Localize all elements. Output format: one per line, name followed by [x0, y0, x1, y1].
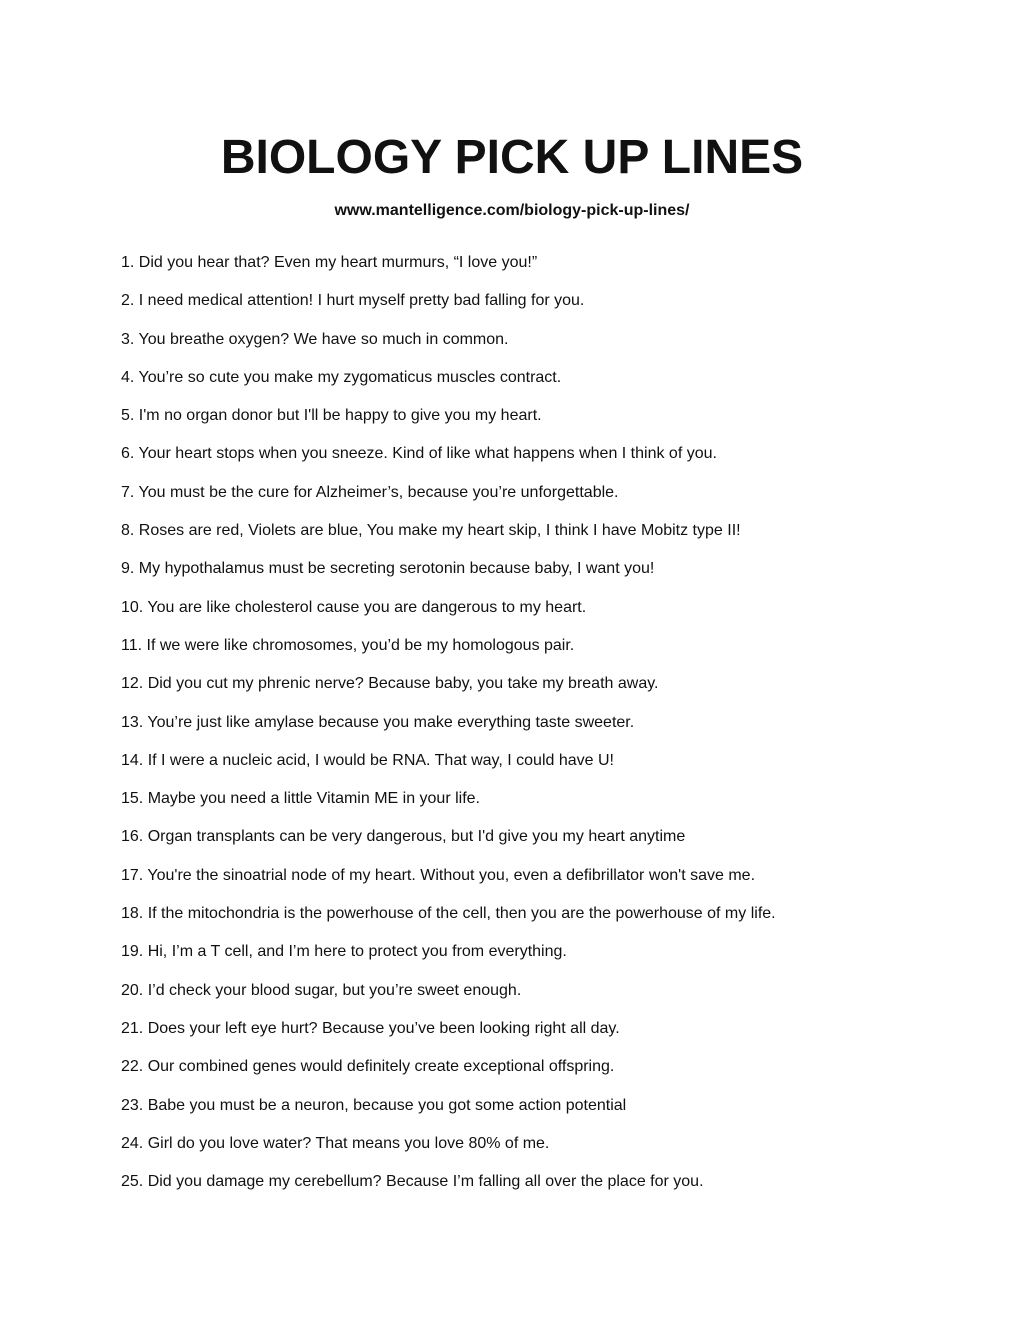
list-item: 5. I'm no organ donor but I'll be happy to give you my heart. [121, 407, 542, 425]
list-item: 20. I’d check your blood sugar, but you’re sweet enough. [121, 981, 522, 999]
list-item: 21. Does your left eye hurt? Because you’ve been looking right all day. [121, 1019, 620, 1037]
pick-up-lines-list [121, 252, 981, 1209]
list-item: 9. My hypothalamus must be secreting serotonin because baby, I want you! [121, 560, 655, 578]
list-item: 22. Our combined genes would definitely create exceptional offspring. [121, 1058, 615, 1076]
source-url: www.mantelligence.com/biology-pick-up-lines/ [334, 202, 690, 219]
list-item: 25. Did you damage my cerebellum? Because I’m falling all over the place for you. [121, 1173, 704, 1191]
list-item: 14. If I were a nucleic acid, I would be RNA. That way, I could have U! [121, 751, 614, 769]
list-item: 12. Did you cut my phrenic nerve? Because baby, you take my breath away. [121, 675, 659, 693]
list-item: 7. You must be the cure for Alzheimer’s, because you’re unforgettable. [121, 483, 619, 501]
page-title: BIOLOGY PICK UP LINES [220, 131, 804, 184]
list-item: 8. Roses are red, Violets are blue, You make my heart skip, I think I have Mobitz type II! [121, 522, 741, 540]
list-item: 10. You are like cholesterol cause you are dangerous to my heart. [121, 598, 587, 616]
list-item: 19. Hi, I’m a T cell, and I’m here to protect you from everything. [121, 943, 567, 961]
list-item: 11. If we were like chromosomes, you’d be my homologous pair. [121, 636, 575, 654]
list-item: 13. You’re just like amylase because you make everything taste sweeter. [121, 713, 635, 731]
list-item: 17. You're the sinoatrial node of my heart. Without you, even a defibrillator won't save me. [121, 866, 756, 884]
list-item: 4. You’re so cute you make my zygomaticus muscles contract. [121, 368, 562, 386]
list-item: 18. If the mitochondria is the powerhouse of the cell, then you are the powerhouse of my life. [121, 905, 776, 923]
list-item: 23. Babe you must be a neuron, because you got some action potential [121, 1096, 627, 1114]
list-item: 6. Your heart stops when you sneeze. Kind of like what happens when I think of you. [121, 445, 717, 463]
list-item: 2. I need medical attention! I hurt myself pretty bad falling for you. [121, 292, 585, 310]
list-item: 24. Girl do you love water? That means you love 80% of me. [121, 1134, 550, 1152]
list-item: 16. Organ transplants can be very dangerous, but I'd give you my heart anytime [121, 828, 686, 846]
list-item: 15. Maybe you need a little Vitamin ME in your life. [121, 790, 480, 808]
list-item: 1. Did you hear that? Even my heart murmurs, “I love you!” [121, 254, 538, 271]
list-item: 3. You breathe oxygen? We have so much in common. [121, 330, 509, 348]
